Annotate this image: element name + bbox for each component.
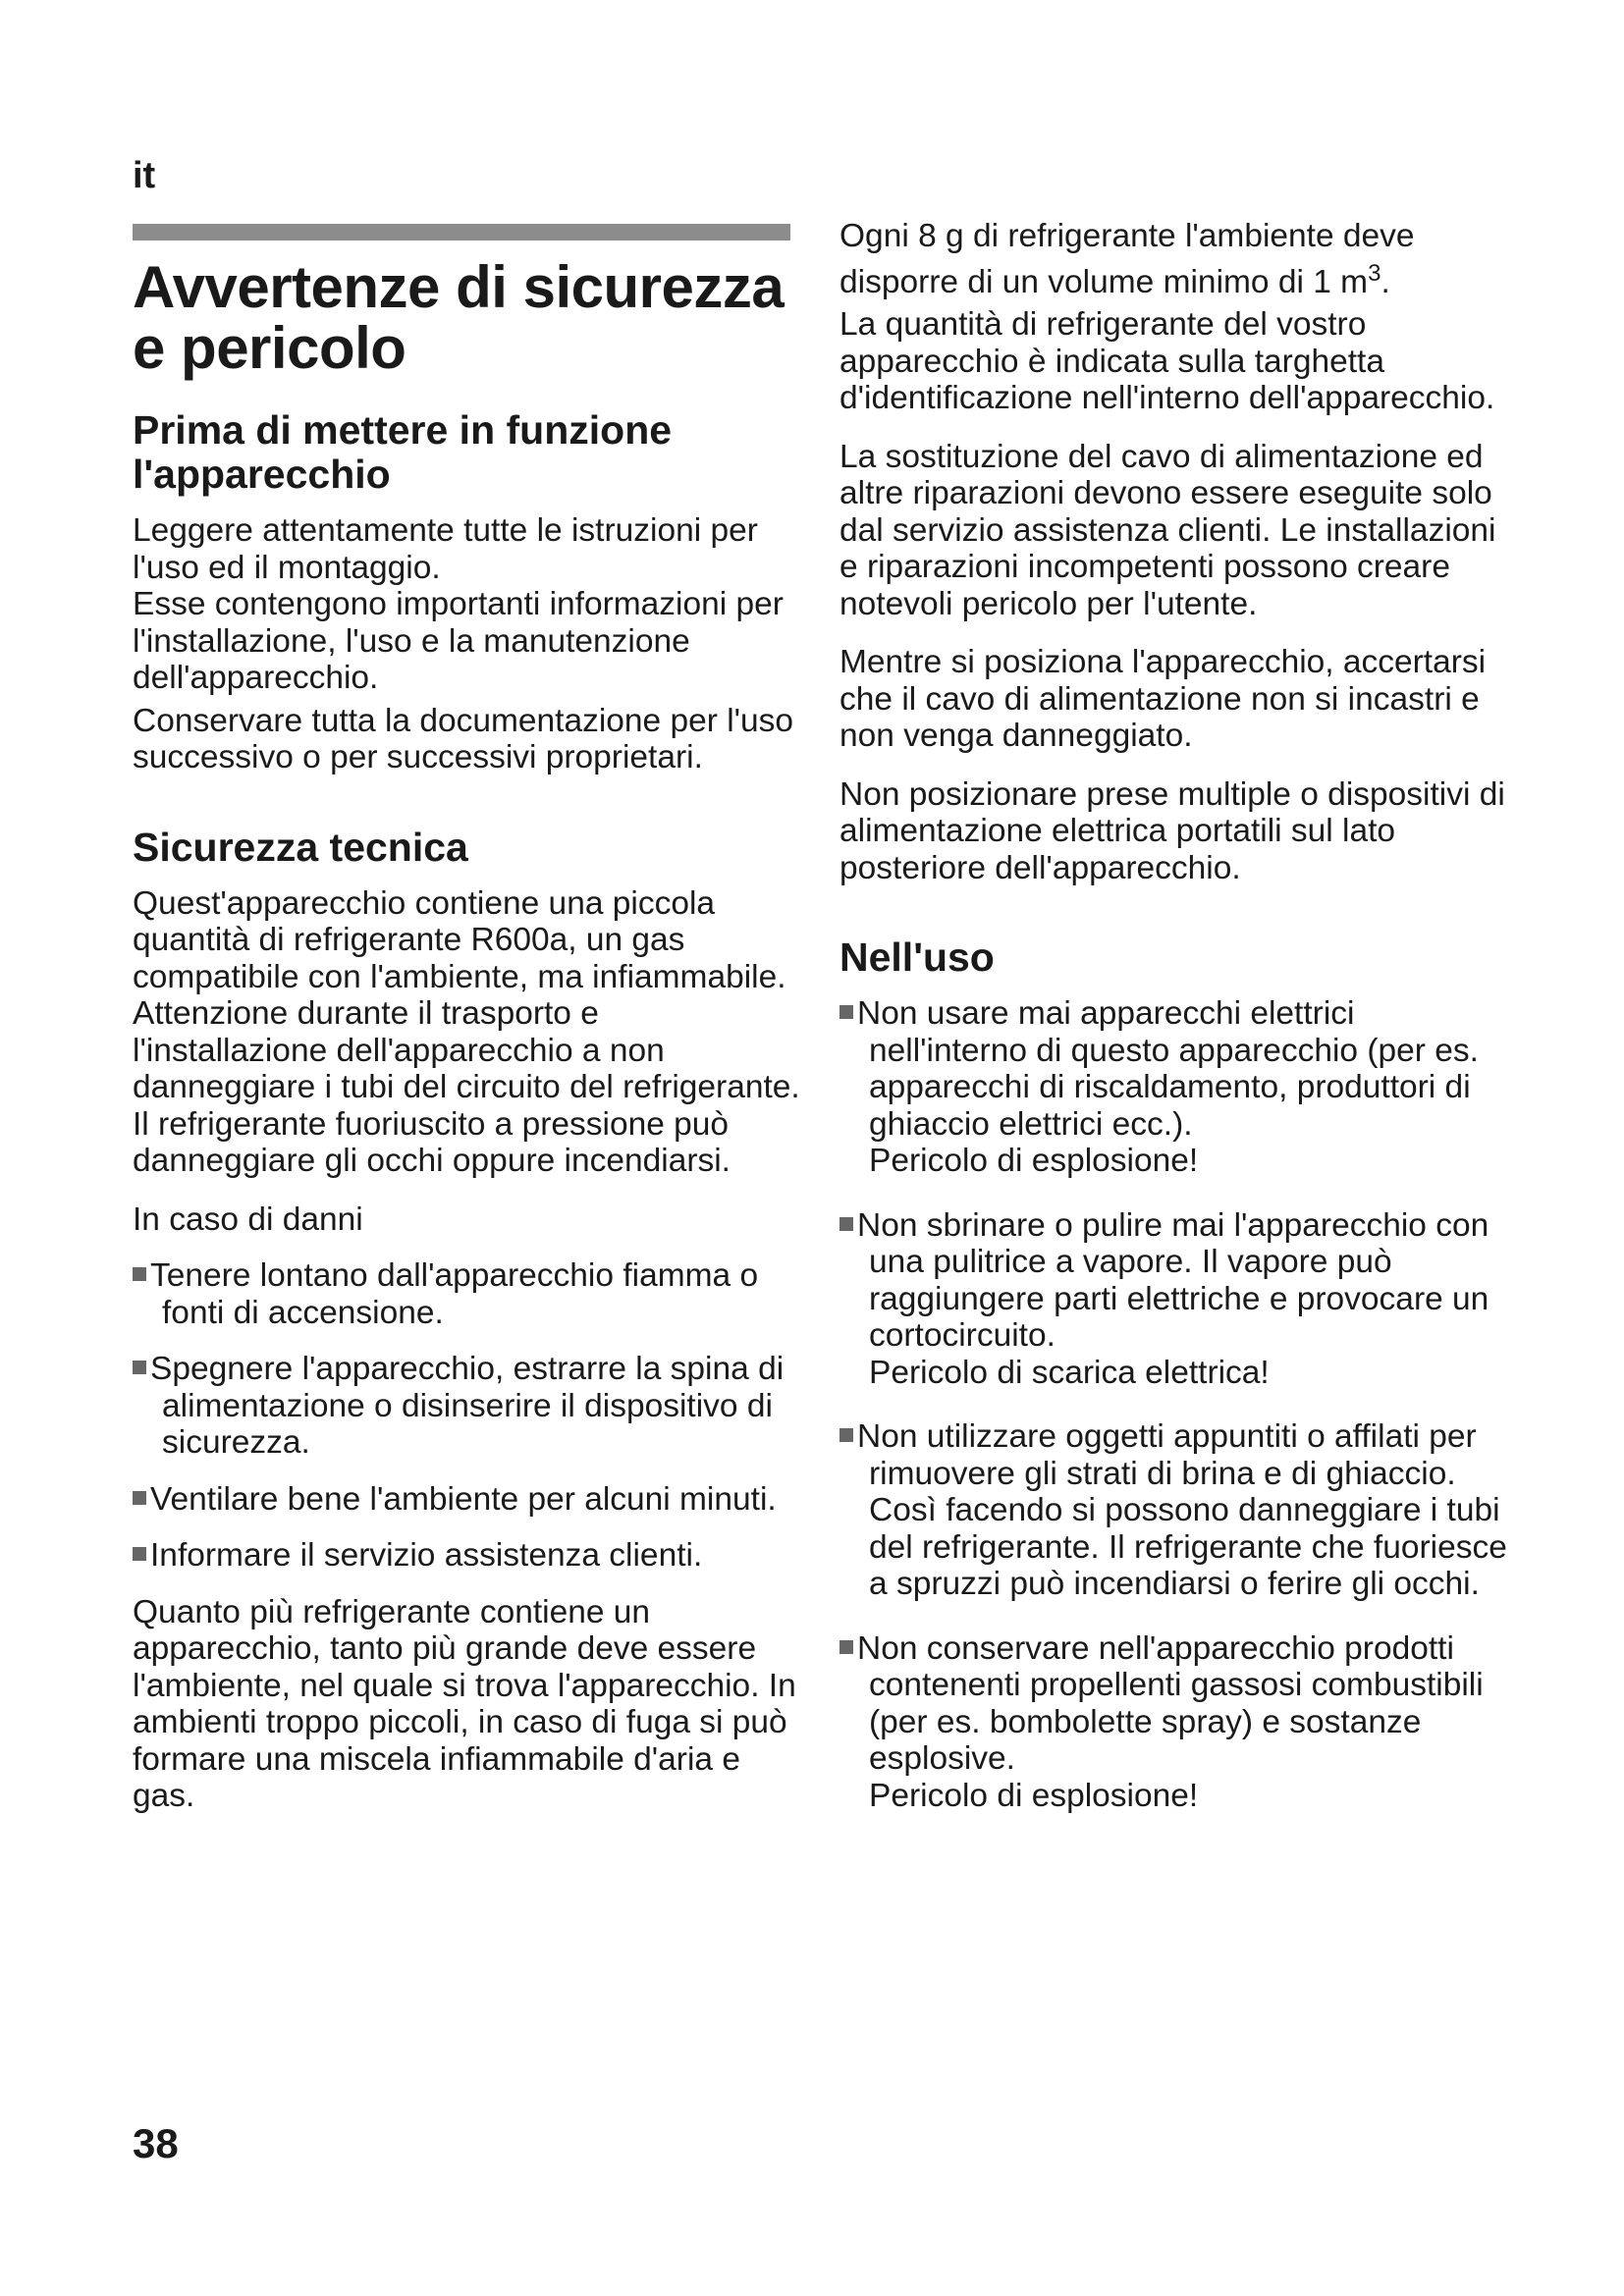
list-item: Non usare mai apparecchi elettrici nell'interno di questo apparecchio (per es. apparecchi di riscaldamento, produttori di ghiaccio elettrici ecc.). Pericolo di esplosione! <box>839 995 1517 1180</box>
page-number: 38 <box>133 2120 179 2166</box>
list-item: Tenere lontano dall'apparecchio fiamma o fonti di accensione. <box>133 1257 800 1331</box>
bullet-square-icon <box>133 1491 146 1505</box>
warning-text: Pericolo di esplosione! <box>869 1777 1199 1814</box>
language-code: it <box>133 155 156 196</box>
list-item: Non utilizzare oggetti appuntiti o affilati per rimuovere gli strati di brina e di ghiaccio. Così facendo si possono danneggiare i tubi del refrigerante. Il refrigerante che fuoriesce a spruzzi può incendiarsi o ferire gli occhi. <box>839 1418 1517 1603</box>
bullet-square-icon <box>839 1217 853 1231</box>
paragraph: Quanto più refrigerante contiene un apparecchio, tanto più grande deve essere l'ambiente, nel quale si trova l'apparecchio. In ambienti troppo piccoli, in caso di fuga si può formare una miscela infiammabile d'aria e gas. <box>133 1593 796 1814</box>
list-item: Non conservare nell'apparecchio prodotti contenenti propellenti gassosi combustibili (per es. bombolette spray) e sostanze esplosive. Pericolo di esplosione! <box>839 1630 1517 1815</box>
paragraph: Non posizionare prese multiple o dispositivi di alimentazione elettrica portatili sul lato posteriore dell'apparecchio. <box>839 775 1505 886</box>
paragraph: La sostituzione del cavo di alimentazione ed altre riparazioni devono essere eseguite solo dal servizio assistenza clienti. Le installazioni e riparazioni incompetenti possono creare notevoli pericolo per l'utente. <box>839 438 1496 622</box>
left-column <box>133 254 800 1829</box>
section-heading-prima: Prima di mettere in funzione l'apparecchio <box>133 407 673 497</box>
paragraph: Mentre si posiziona l'apparecchio, accertarsi che il cavo di alimentazione non si incastri e non venga danneggiato. <box>839 644 1487 755</box>
paragraph: Leggere attentamente tutte le istruzioni per l'uso ed il montaggio. <box>133 512 758 586</box>
paragraph-volume: Ogni 8 g di refrigerante l'ambiente deve disporre di un volume minimo di 1 $m^3$. <box>839 218 1415 300</box>
warning-text: Pericolo di esplosione! <box>869 1143 1199 1180</box>
warning-text: Pericolo di scarica elettrica! <box>869 1354 1270 1391</box>
list-item: Spegnere l'apparecchio, estrarre la spina di alimentazione o disinserire il dispositivo di sicurezza. <box>133 1351 800 1462</box>
paragraph: La quantità di refrigerante del vostro apparecchio è indicata sulla targhetta d'identificazione nell'interno dell'apparecchio. <box>839 306 1495 417</box>
section-heading-sicurezza: Sicurezza tecnica <box>133 824 468 870</box>
list-item: Informare il servizio assistenza clienti. <box>133 1537 800 1575</box>
damage-list <box>133 1257 800 1575</box>
bullet-square-icon <box>133 1361 146 1374</box>
bullet-square-icon <box>133 1547 146 1561</box>
bullet-square-icon <box>133 1267 146 1281</box>
paragraph: Esse contengono importanti informazioni per l'installazione, l'uso e la manutenzione dell'apparecchio. <box>133 586 784 696</box>
paragraph: In caso di danni <box>133 1201 363 1238</box>
section-heading-nelluso: Nell'uso <box>839 934 995 981</box>
header-rule <box>133 224 790 240</box>
list-item: Ventilare bene l'ambiente per alcuni minuti. <box>133 1481 800 1519</box>
usage-list <box>839 995 1517 1814</box>
bullet-square-icon <box>839 1640 853 1654</box>
list-item: Non sbrinare o pulire mai l'apparecchio con una pulitrice a vapore. Il vapore può raggiungere parti elettriche e provocare un cortocircuito. Pericolo di scarica elettrica! <box>839 1207 1517 1392</box>
bullet-square-icon <box>839 1428 853 1442</box>
bullet-square-icon <box>839 1005 853 1019</box>
paragraph: Quest'apparecchio contiene una piccola quantità di refrigerante R600a, un gas compatibile con l'ambiente, ma infiammabile. Attenzione durante il trasporto e l'installazione dell'apparecchio a non danneggiare i tubi del circuito del refrigerante. Il refrigerante fuoriuscito a pressione può danneggiare gli occhi oppure incendiarsi. <box>133 884 800 1179</box>
paragraph: Conservare tutta la documentazione per l'uso successivo o per successivi proprietari. <box>133 702 794 775</box>
page-title: Avvertenze di sicurezza e pericolo <box>133 254 785 381</box>
right-column <box>839 218 1517 1834</box>
